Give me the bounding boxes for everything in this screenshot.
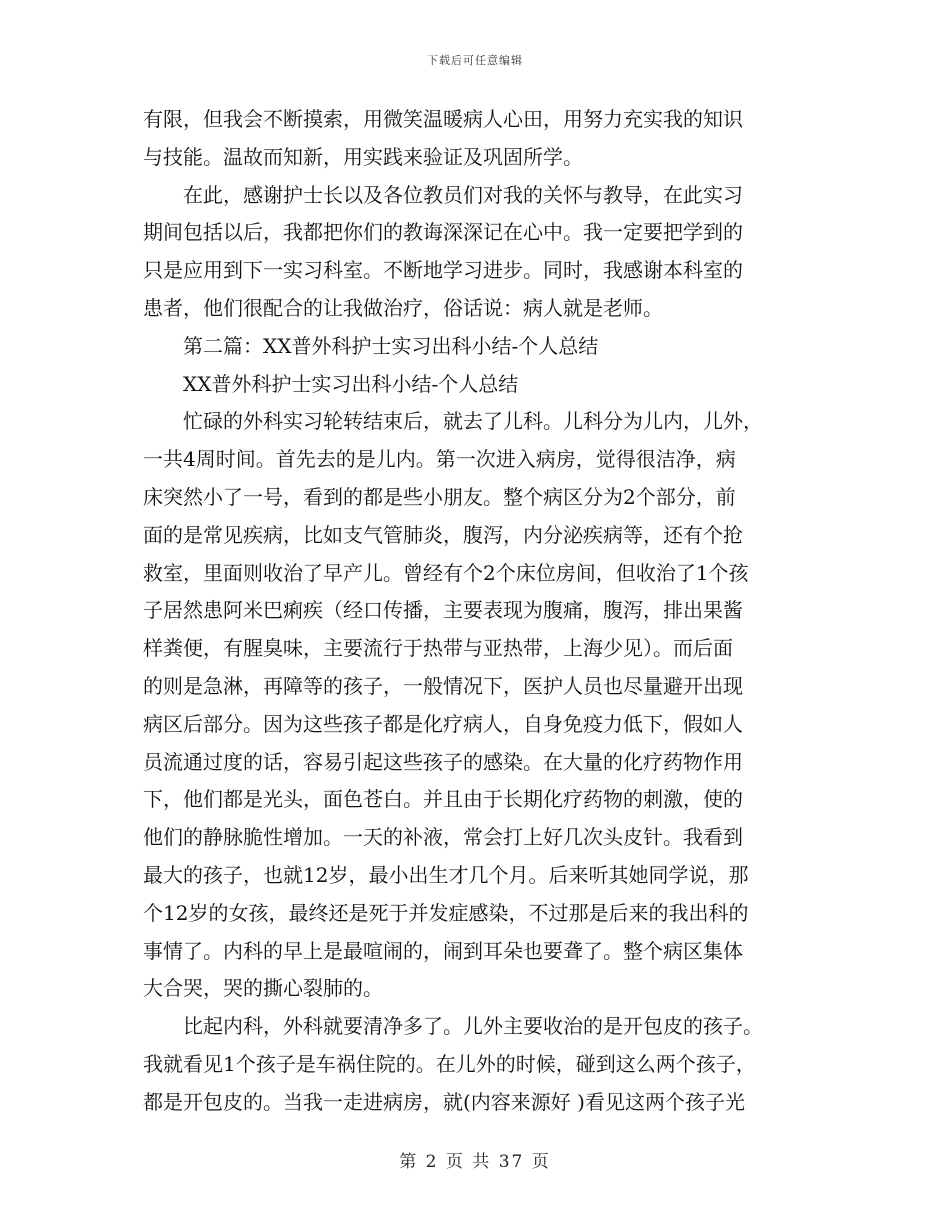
text-line: 救室，里面则收治了早产儿。曾经有个2个床位房间，但收治了1个孩 <box>143 560 749 585</box>
text-line: 员流通过度的话，容易引起这些孩子的感染。在大量的化疗药物作用 <box>143 749 743 774</box>
section-subheading: XX普外科护士实习出科小结-个人总结 <box>143 371 519 396</box>
text-line: 面的是常见疾病，比如支气管肺炎，腹泻，内分泌疾病等，还有个抢 <box>143 522 743 547</box>
text-line: 与技能。温故而知新，用实践来验证及巩固所学。 <box>143 144 583 169</box>
page-header-note: 下载后可任意编辑 <box>427 54 523 67</box>
text-line: 大合哭，哭的撕心裂肺的。 <box>143 976 383 1001</box>
text-line: 一共4周时间。首先去的是儿内。第一次进入病房，觉得很洁净，病 <box>143 447 736 472</box>
text-line: 在此，感谢护士长以及各位教员们对我的关怀与教导，在此实习 <box>143 182 743 207</box>
text-line: 事情了。内科的早上是最喧闹的，闹到耳朵也要聋了。整个病区集体 <box>143 938 743 963</box>
text-line: 他们的静脉脆性增加。一天的补液，常会打上好几次头皮针。我看到 <box>143 825 743 850</box>
text-line: 的则是急淋，再障等的孩子，一般情况下，医护人员也尽量避开出现 <box>143 673 743 698</box>
page-number: 第 2 页 共 37 页 <box>399 1152 551 1172</box>
text-line: 都是开包皮的。当我一走进病房，就(内容来源好 )看见这两个孩子光 <box>143 1089 745 1114</box>
text-line: 下，他们都是光头，面色苍白。并且由于长期化疗药物的刺激，使的 <box>143 787 743 812</box>
text-line: 个12岁的女孩，最终还是死于并发症感染，不过那是后来的我出科的 <box>143 900 749 925</box>
text-line: 病区后部分。因为这些孩子都是化疗病人，自身免疫力低下，假如人 <box>143 711 743 736</box>
text-line: 忙碌的外科实习轮转结束后，就去了儿科。儿科分为儿内，儿外， <box>143 409 763 434</box>
text-line: 我就看见1个孩子是车祸住院的。在儿外的时候，碰到这么两个孩子， <box>143 1051 756 1076</box>
section-heading: 第二篇：XX普外科护士实习出科小结-个人总结 <box>143 333 599 358</box>
text-line: 只是应用到下一实习科室。不断地学习进步。同时，我感谢本科室的 <box>143 258 743 283</box>
document-body <box>143 101 813 1122</box>
text-line: 样粪便，有腥臭味，主要流行于热带与亚热带，上海少见）。而后面 <box>143 636 733 661</box>
text-line: 最大的孩子，也就12岁，最小出生才几个月。后来听其她同学说，那 <box>143 862 749 887</box>
text-line: 比起内科，外科就要清净多了。儿外主要收治的是开包皮的孩子。 <box>143 1014 763 1039</box>
text-line: 期间包括以后，我都把你们的教诲深深记在心中。我一定要把学到的 <box>143 220 743 245</box>
text-line: 子居然患阿米巴痢疾（经口传播，主要表现为腹痛，腹泻，排出果酱 <box>143 598 743 623</box>
text-line: 床突然小了一号，看到的都是些小朋友。整个病区分为2个部分，前 <box>143 484 736 509</box>
text-line: 有限，但我会不断摸索，用微笑温暖病人心田，用努力充实我的知识 <box>143 107 743 131</box>
text-line: 患者，他们很配合的让我做治疗，俗话说：病人就是老师。 <box>143 295 663 320</box>
